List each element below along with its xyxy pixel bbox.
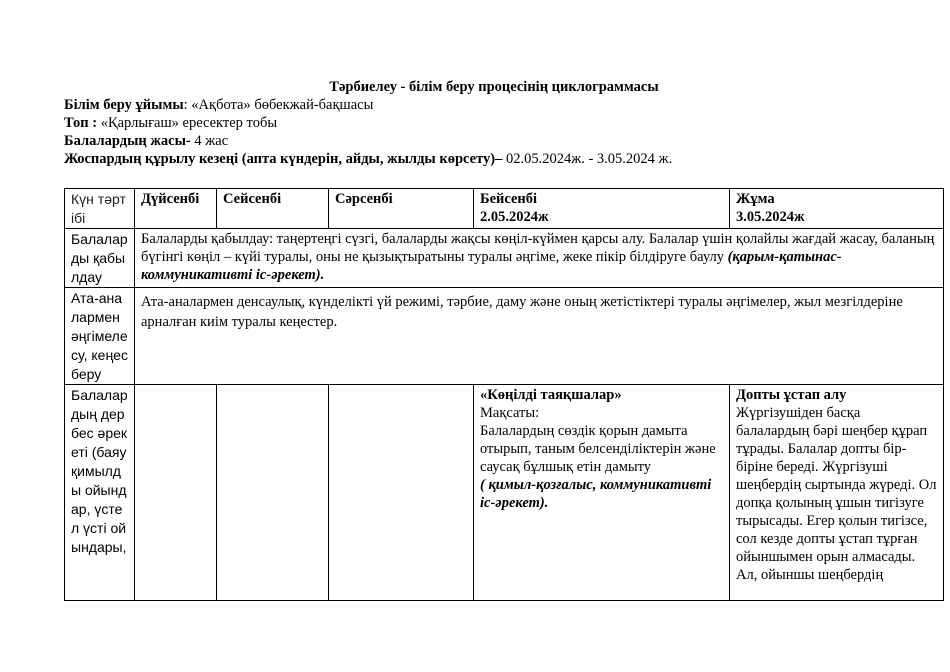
thursday-game-cell — [474, 385, 730, 601]
thursday-goal-label: Мақсаты: — [480, 405, 540, 421]
document-title: Тәрбиелеу - білім беру процесінің циклограммасы — [329, 79, 659, 95]
age-line — [64, 132, 894, 150]
reception-content — [135, 229, 944, 288]
thursday-date: 2.05.2024ж — [480, 209, 549, 225]
org-value: : «Ақбота» бөбекжай-бақшасы — [183, 97, 374, 113]
row-label-reception: Балаларды қабылдау — [65, 229, 135, 288]
thursday-game-title: «Көңілді таяқшалар» — [480, 387, 622, 403]
period-label: Жоспардың құрылу кезеңі (апта күндерін, айды, жылды көрсету)– — [64, 151, 503, 167]
friday-game-title: Допты ұстап алу — [736, 387, 847, 403]
period-value: 02.05.2024ж. - 3.05.2024 ж. — [502, 151, 673, 167]
schedule-table — [64, 188, 944, 601]
table-row — [65, 288, 944, 385]
thursday-name: Бейсенбі — [480, 191, 538, 207]
col-header-schedule: Күн тәртібі — [65, 189, 135, 229]
col-header-tuesday: Сейсенбі — [217, 189, 329, 229]
age-label: Балалардың жасы- — [64, 133, 191, 149]
group-value: «Қарлығаш» ересектер тобы — [97, 115, 278, 131]
table-row — [65, 229, 944, 288]
group-label: Топ : — [64, 115, 98, 131]
thursday-goal-text: Балалардың сөздік қорын дамыта отырып, таным белсенділіктерін және саусақ бұлшық етін дамыту — [480, 423, 716, 475]
row-label-parents: Ата-аналармен әңгімелесу, кеңес беру — [65, 288, 135, 385]
document-header — [64, 78, 894, 168]
cell-empty-monday — [135, 385, 217, 601]
period-line — [64, 150, 894, 168]
independent-label-text: Балалардың дербес әрекеті (баяу қимылды ойындар, үстел үсті ойындары, — [71, 387, 128, 555]
cell-empty-wednesday — [329, 385, 474, 601]
col-header-thursday — [474, 189, 730, 229]
cell-empty-tuesday — [217, 385, 329, 601]
friday-game-text: Жүргізушіден басқа балалардың бәрі шеңбер құрап тұрады. Балалар допты бір-біріне береді. Жүргізуші шеңбердің сыртында жүреді. Ол допқа қолының ұшын тигізуге тырысады. Егер қолын тигізсе, сол кезде допты ұстап тұрған ойыншымен орын алмасады. Ал, ойыншы шеңбердің — [736, 405, 937, 583]
group-line — [64, 114, 894, 132]
thursday-activity: ( қимыл-қозғалыс, коммуникативті іс-әрекет). — [480, 477, 712, 511]
age-value: 4 жас — [190, 133, 229, 149]
col-header-monday: Дүйсенбі — [135, 189, 217, 229]
reception-activity: (қарым-қатынас-коммуникативті іс-әрекет). — [141, 249, 842, 283]
col-header-friday — [730, 189, 944, 229]
org-label: Білім беру ұйымы — [64, 97, 184, 113]
friday-date: 3.05.2024ж — [736, 209, 805, 225]
row-label-independent — [65, 385, 135, 601]
table-header-row — [65, 189, 944, 229]
parents-content: Ата-аналармен денсаулық, күнделікті үй режимі, тәрбие, даму және оның жетістіктері туралы әңгімелер, жыл мезгілдеріне арналған киім туралы кеңестер. — [135, 288, 944, 385]
org-line — [64, 96, 894, 114]
friday-game-cell — [730, 385, 944, 601]
friday-name: Жұма — [736, 191, 775, 207]
col-header-wednesday: Сәрсенбі — [329, 189, 474, 229]
reception-text: Балаларды қабылдау: таңертеңгі сүзгі, балаларды жақсы көңіл-күймен қарсы алу. Балалар үшін қолайлы жағдай жасау, баланың бүгінгі көңіл – күйі туралы, оны не қызықтыратыны туралы әңгіме, жеке пікір білдіруге баулу — [141, 231, 935, 265]
table-row — [65, 385, 944, 601]
